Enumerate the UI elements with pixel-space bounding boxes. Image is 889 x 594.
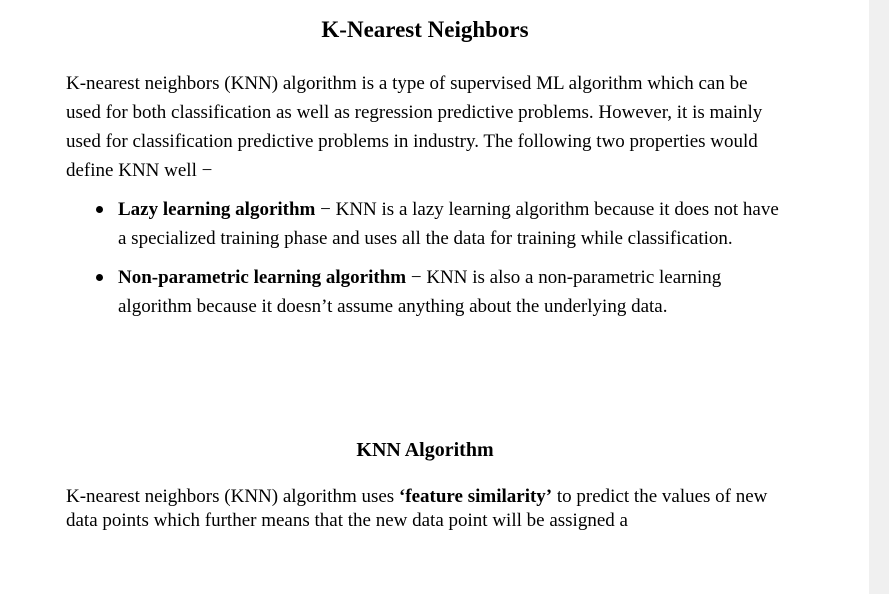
bullet-icon [96, 206, 103, 213]
property-term: Lazy learning algorithm [118, 199, 316, 220]
section-paragraph [66, 485, 786, 533]
section-paragraph-text-end: to predict the values of new data points which further means that the new data point will be assigned a [66, 486, 768, 531]
properties-list [90, 195, 790, 331]
list-item [90, 195, 790, 253]
section-paragraph-emphasis: ‘feature similarity’ [398, 486, 553, 507]
property-description: − KNN is also a non-parametric learning algorithm because it doesn’t assume anything about the underlying data. [118, 267, 722, 317]
scrollbar-track[interactable] [869, 0, 889, 594]
property-term: Non-parametric learning algorithm [118, 267, 407, 288]
section-paragraph-text-start: K-nearest neighbors (KNN) algorithm uses [66, 486, 399, 507]
page-title: K-Nearest Neighbors [321, 17, 529, 42]
bullet-icon [96, 274, 103, 281]
list-item [90, 263, 790, 321]
intro-paragraph: K-nearest neighbors (KNN) algorithm is a type of supervised ML algorithm which can be used for both classification as well as regression predictive problems. However, it is mainly used for classification predictive problems in industry. The following two properties would define KNN well − [66, 73, 763, 181]
section-heading: KNN Algorithm [356, 439, 494, 461]
property-description: − KNN is a lazy learning algorithm because it does not have a specialized training phase and uses all the data for training while classification. [118, 199, 779, 249]
